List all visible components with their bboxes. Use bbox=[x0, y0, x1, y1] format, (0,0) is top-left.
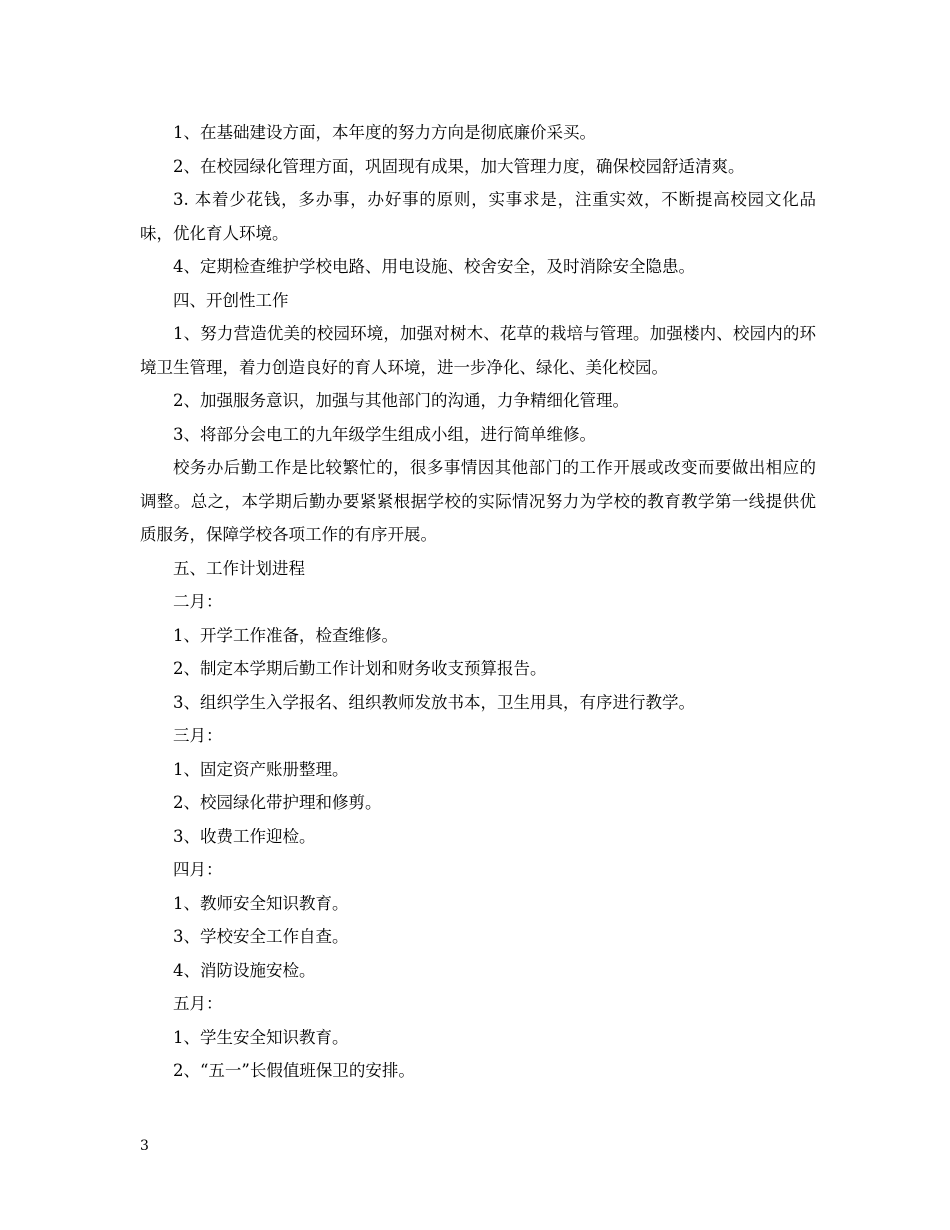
paragraph: 3、学校安全工作自查。 bbox=[173, 927, 349, 946]
paragraph: 1、教师安全知识教育。 bbox=[173, 893, 349, 913]
paragraph: 3. 本着少花钱，多办事，办好事的原则，实事求是，注重实效，不断提高校园文化品味，优化育人环境。 bbox=[140, 190, 816, 243]
paragraph: 2、校园绿化带护理和修剪。 bbox=[173, 793, 382, 812]
month-heading: 三月： bbox=[173, 726, 223, 745]
document-body bbox=[140, 116, 816, 1088]
paragraph: 1、开学工作准备，检查维修。 bbox=[173, 625, 398, 645]
month-heading: 二月： bbox=[173, 592, 223, 611]
paragraph: 校务办后勤工作是比较繁忙的，很多事情因其他部门的工作开展或改变而要做出相应的调整。总之，本学期后勤办要紧紧根据学校的实际情况努力为学校的教育教学第一线提供优质服务，保障学校各项工作的有序开展。 bbox=[140, 458, 816, 544]
paragraph: 3、将部分会电工的九年级学生组成小组，进行简单维修。 bbox=[173, 424, 596, 444]
paragraph: 2、“五一”长假值班保卫的安排。 bbox=[173, 1061, 415, 1080]
month-heading: 五月： bbox=[173, 994, 223, 1013]
paragraph: 1、学生安全知识教育。 bbox=[173, 1027, 349, 1047]
paragraph: 1、在基础建设方面，本年度的努力方向是彻底廉价采买。 bbox=[173, 123, 596, 142]
section-heading: 五、工作计划进程 bbox=[173, 558, 305, 578]
section-heading: 四、开创性工作 bbox=[173, 290, 289, 310]
month-heading: 四月： bbox=[173, 860, 223, 879]
paragraph: 2、制定本学期后勤工作计划和财务收支预算报告。 bbox=[173, 659, 547, 678]
paragraph: 2、加强服务意识，加强与其他部门的沟通，力争精细化管理。 bbox=[173, 391, 629, 410]
paragraph: 1、固定资产账册整理。 bbox=[173, 759, 349, 779]
page-number: 3 bbox=[140, 1138, 149, 1154]
paragraph: 4、消防设施安检。 bbox=[173, 960, 316, 980]
paragraph: 1、努力营造优美的校园环境，加强对树木、花草的栽培与管理。加强楼内、校园内的环境卫生管理，着力创造良好的育人环境，进一步净化、绿化、美化校园。 bbox=[140, 324, 816, 377]
paragraph: 3、组织学生入学报名、组织教师发放书本，卫生用具，有序进行教学。 bbox=[173, 692, 695, 712]
paragraph: 4、定期检查维护学校电路、用电设施、校舍安全，及时消除安全隐患。 bbox=[173, 257, 695, 276]
paragraph: 2、在校园绿化管理方面，巩固现有成果，加大管理力度，确保校园舒适清爽。 bbox=[173, 156, 745, 176]
paragraph: 3、收费工作迎检。 bbox=[173, 826, 316, 846]
